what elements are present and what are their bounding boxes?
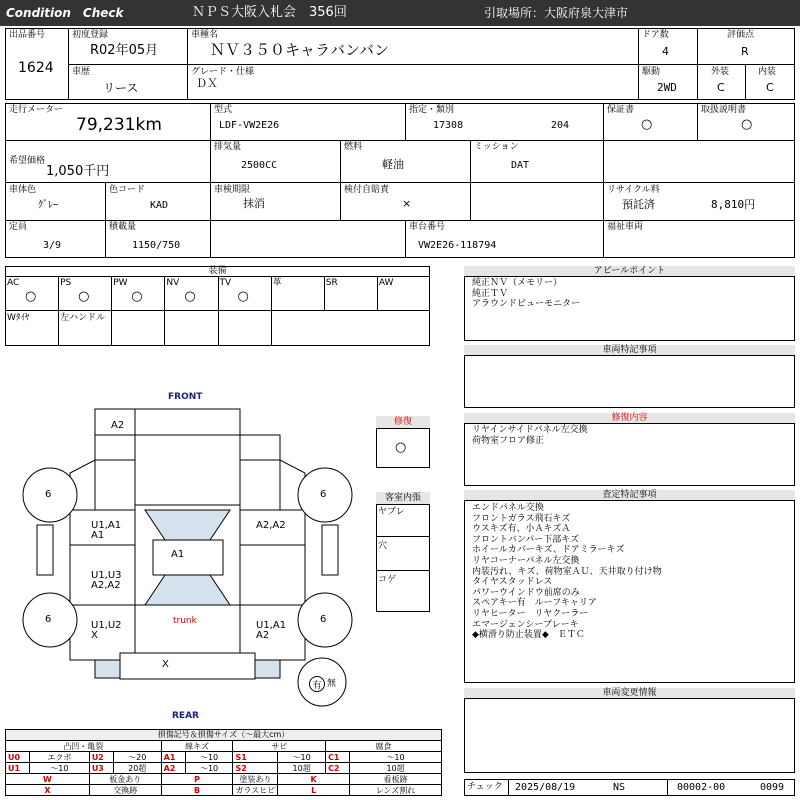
check-number: 0099	[760, 782, 785, 793]
inspection-note-line: リヤヒーター リヤクーラー	[472, 608, 589, 619]
legend-title: 損傷記号＆損傷サイズ（～最大cm）	[5, 729, 442, 740]
equipment-item-label: AC	[7, 278, 20, 288]
form-title: Condition Check	[6, 6, 124, 20]
displacement-value: 2500CC	[241, 160, 278, 171]
tire-rl-value: 6	[45, 614, 52, 625]
damage-roof: A1	[171, 549, 185, 560]
legend-code: S2	[233, 763, 278, 774]
legend-code: A1	[161, 752, 185, 763]
liability-value: ×	[402, 197, 412, 210]
equipment-item-mark: ○	[237, 289, 249, 304]
score-value: R	[741, 45, 749, 58]
spare-absent-label: 無	[327, 679, 337, 689]
fuel-label: 燃料	[344, 142, 363, 152]
score-label: 評価点	[727, 30, 755, 40]
check-date: 2025/08/19	[515, 782, 576, 793]
legend-desc: ～10	[278, 752, 326, 763]
interior-label: 内装	[758, 67, 777, 77]
inspection-note-line: フロントバンパー下部キズ	[472, 534, 580, 545]
recycle-label: リサイクル料	[607, 185, 660, 195]
inspection-note-line: 内装汚れ、キズ、荷物室ＡＵ、天井取り付け物	[472, 566, 662, 577]
equipment-item-label: PS	[60, 278, 72, 288]
equipment-item-label: 左ハンドル	[60, 313, 106, 323]
legend-head: サビ	[233, 741, 326, 752]
inspection-note-line: ウスキズ有、小ＡキズＡ	[472, 524, 571, 535]
equipment-item-label: TV	[219, 278, 232, 288]
legend-desc: ～10	[185, 752, 233, 763]
price-label: 希望価格	[9, 156, 46, 166]
load-value: 1150/750	[132, 240, 181, 251]
roof	[153, 540, 223, 575]
repair-detail-lines	[472, 425, 588, 446]
check-initials: NS	[613, 782, 626, 793]
inspection-label: 車検期限	[214, 185, 251, 195]
warranty-mark: ○	[641, 117, 653, 132]
model-name-label: 車種名	[191, 30, 219, 40]
legend-code: K	[278, 774, 350, 785]
color-code-value: KAD	[150, 200, 169, 211]
legend-desc: 板金あり	[89, 774, 161, 785]
load-label: 積載量	[109, 222, 137, 232]
legend-desc: レンズ割れ	[350, 785, 442, 796]
cabin-item-hole: 穴	[378, 541, 388, 551]
capacity-value: 3/9	[43, 240, 62, 251]
changes-title: 車両変更情報	[464, 688, 795, 699]
legend-code: C1	[326, 752, 350, 763]
warranty-label: 保証書	[607, 105, 635, 115]
inspection-note-line: フロントガラス飛石キズ	[472, 513, 571, 524]
appeal-line: 純正ＮＶ（メモリー）	[472, 278, 563, 288]
spare-present-mark: 有	[309, 676, 325, 692]
left-rear-panel	[70, 605, 135, 660]
mirror-left	[37, 525, 53, 575]
legend-desc: ～10	[185, 763, 233, 774]
damage-rear-bumper: X	[162, 659, 169, 670]
model-name-value: ＮＶ３５０キャラバンバン	[210, 41, 389, 59]
repair-detail-line: リヤインサイドパネル左交換	[472, 425, 588, 435]
body-color-value: ｸﾞﾚｰ	[38, 200, 58, 211]
body-color-label: 車体色	[9, 185, 37, 195]
equipment-item-label: AW	[378, 278, 394, 288]
chassis-value: VW2E26-118794	[418, 240, 497, 251]
manual-mark: ○	[741, 117, 753, 132]
legend-desc: ～20	[113, 752, 161, 763]
tire-fl-value: 6	[45, 489, 52, 500]
damage-left-rear-1: U1,U2	[91, 620, 122, 631]
color-code-label: 色コード	[109, 185, 146, 195]
legend-code: B	[161, 785, 233, 796]
equipment-item-mark: ○	[184, 289, 196, 304]
legend-code: W	[6, 774, 90, 785]
model-code-label: 型式	[214, 105, 233, 115]
repair-detail-line: 荷物室フロア修正	[472, 435, 545, 446]
exterior-value: C	[717, 81, 725, 94]
doors-value: 4	[662, 45, 669, 58]
inspection-note-line: エンドパネル交換	[472, 503, 544, 513]
repair-mark: ○	[395, 440, 407, 455]
inspection-note-line: スペアキー有 ルーフキャリア	[472, 598, 597, 609]
equipment-item-label: NV	[166, 278, 180, 288]
appeal-line: アラウンドビューモニター	[472, 299, 581, 310]
damage-left-front-2: A1	[91, 530, 105, 541]
cabin-item-burn: コゲ	[378, 575, 397, 585]
front-label: FRONT	[168, 392, 203, 402]
designation-value-2: 204	[551, 120, 570, 131]
price-value: 1,050千円	[46, 164, 110, 179]
legend-table	[5, 740, 442, 796]
appeal-line: 純正ＴＶ	[472, 288, 509, 299]
legend-desc: 看板跡	[350, 774, 442, 785]
doors-label: ドア数	[642, 30, 669, 40]
grade-value: ＤＸ	[196, 77, 218, 90]
inspection-note-line: ホイールカバーキズ、ドアミラーキズ	[472, 545, 625, 556]
legend-code: S1	[233, 752, 278, 763]
inspection-notes-title: 査定特記事項	[464, 490, 795, 501]
check-label: チェック	[467, 782, 503, 792]
inspection-note-line: パワーウインドウ前席のみ	[472, 587, 580, 598]
legend-code: U3	[89, 763, 113, 774]
first-reg-value: R02年05月	[90, 43, 159, 58]
legend-code: L	[278, 785, 350, 796]
displacement-label: 排気量	[214, 142, 242, 152]
repair-detail-title: 修復内容	[464, 413, 795, 424]
capacity-label: 定員	[9, 222, 28, 232]
interior-value: C	[766, 81, 774, 94]
pickup-location: 引取場所：大阪府泉大津市	[484, 6, 629, 20]
inspection-note-line: リヤコーナーパネル左交換	[472, 555, 580, 566]
legend-code: U0	[6, 752, 30, 763]
equipment-item-label: PW	[113, 278, 128, 288]
legend-head: 腐食	[326, 741, 442, 752]
legend-code: C2	[326, 763, 350, 774]
legend-desc: 10超	[278, 763, 326, 774]
damage-legend	[5, 729, 442, 796]
equipment-item-mark: ○	[131, 289, 143, 304]
chassis-label: 車台番号	[409, 222, 446, 232]
recycle-amount: 8,810円	[711, 198, 756, 211]
appeal-title: アピールポイント	[464, 266, 795, 277]
equipment-item-mark: ○	[25, 289, 37, 304]
damage-a2-top: A2	[111, 420, 125, 431]
changes-box	[464, 688, 795, 773]
damage-right-front: A2,A2	[256, 520, 286, 531]
legend-desc: 10超	[350, 763, 442, 774]
legend-code: U2	[89, 752, 113, 763]
equipment-item-label: Wﾀｲﾔ	[7, 313, 30, 323]
tire-fr-value: 6	[320, 489, 327, 500]
repair-title: 修復	[376, 416, 430, 429]
tire-rr-value: 6	[320, 614, 327, 625]
legend-desc: 20超	[113, 763, 161, 774]
inspection-note-line: ◆横滑り防止装置◆ ＥＴＣ	[472, 630, 585, 641]
cabin-title: 客室内張	[376, 492, 430, 505]
exterior-label: 外装	[711, 67, 730, 77]
drive-value: 2WD	[657, 81, 677, 94]
history-value: リース	[103, 81, 139, 95]
rear-label: REAR	[172, 711, 199, 721]
mission-label: ミッション	[474, 142, 519, 152]
legend-head: 線キズ	[161, 741, 233, 752]
legend-desc: 塗装あり	[233, 774, 278, 785]
inspection-value: 抹消	[243, 197, 265, 210]
inspection-note-line: タイヤスタッドレス	[472, 577, 553, 588]
legend-code: P	[161, 774, 233, 785]
inspection-note-line: エマージェンシーブレーキ	[472, 619, 579, 630]
damage-left-mid-1: U1,U3	[91, 570, 122, 581]
rear-bumper	[120, 653, 255, 679]
fuel-value: 軽油	[382, 158, 404, 171]
legend-desc: 交換跡	[89, 785, 161, 796]
check-footer	[464, 779, 795, 796]
check-code: 00002-00	[677, 782, 726, 793]
mileage-value: 79,231km	[76, 115, 162, 135]
lot-number: 1624	[18, 60, 54, 76]
designation-value-1: 17308	[433, 120, 464, 131]
mileage-label: 走行メーター	[9, 105, 64, 115]
designation-label: 指定・類別	[409, 105, 455, 115]
legend-desc: ～10	[30, 763, 90, 774]
trunk-label: trunk	[173, 616, 197, 626]
grade-label: グレード・仕様	[191, 67, 255, 77]
legend-desc: ～10	[350, 752, 442, 763]
damage-left-front-1: U1,A1	[91, 520, 122, 531]
damage-right-rear-2: A2	[256, 630, 270, 641]
recycle-status: 預託済	[622, 198, 655, 211]
legend-desc: ガラスヒビ	[233, 785, 278, 796]
legend-code: A2	[161, 763, 185, 774]
equipment-title: 装備	[5, 266, 430, 277]
equipment-item-label: SR	[325, 278, 338, 288]
legend-head: 凸凹・亀裂	[6, 741, 162, 752]
drive-label: 駆動	[642, 67, 661, 77]
header-bar	[0, 0, 800, 26]
manual-label: 取扱説明書	[701, 105, 747, 115]
legend-code: X	[6, 785, 90, 796]
special-title: 車両特記事項	[464, 345, 795, 356]
cabin-item-tear: ヤブレ	[378, 507, 405, 517]
auction-name: ＮＰＳ大阪入札会 356回	[192, 5, 347, 20]
mirror-right	[322, 525, 338, 575]
liability-label: 検付自賠責	[344, 185, 390, 195]
legend-desc: エクボ	[30, 752, 90, 763]
lot-label: 出品番号	[9, 30, 46, 40]
legend-code: U1	[6, 763, 30, 774]
damage-right-rear-1: U1,A1	[256, 620, 287, 631]
first-reg-label: 初度登録	[72, 30, 109, 40]
inspection-notes-lines	[472, 503, 662, 641]
history-label: 車歴	[72, 67, 91, 77]
right-rear-panel	[240, 605, 305, 660]
mission-value: DAT	[511, 160, 530, 171]
model-code-value: LDF-VW2E26	[219, 120, 280, 131]
equipment-item-mark: ○	[78, 289, 90, 304]
damage-left-rear-2: X	[91, 630, 98, 641]
damage-left-mid-2: A2,A2	[91, 580, 121, 591]
equipment-item-label: 革	[272, 278, 282, 288]
welfare-label: 福祉車両	[607, 222, 644, 232]
appeal-lines	[472, 278, 580, 310]
